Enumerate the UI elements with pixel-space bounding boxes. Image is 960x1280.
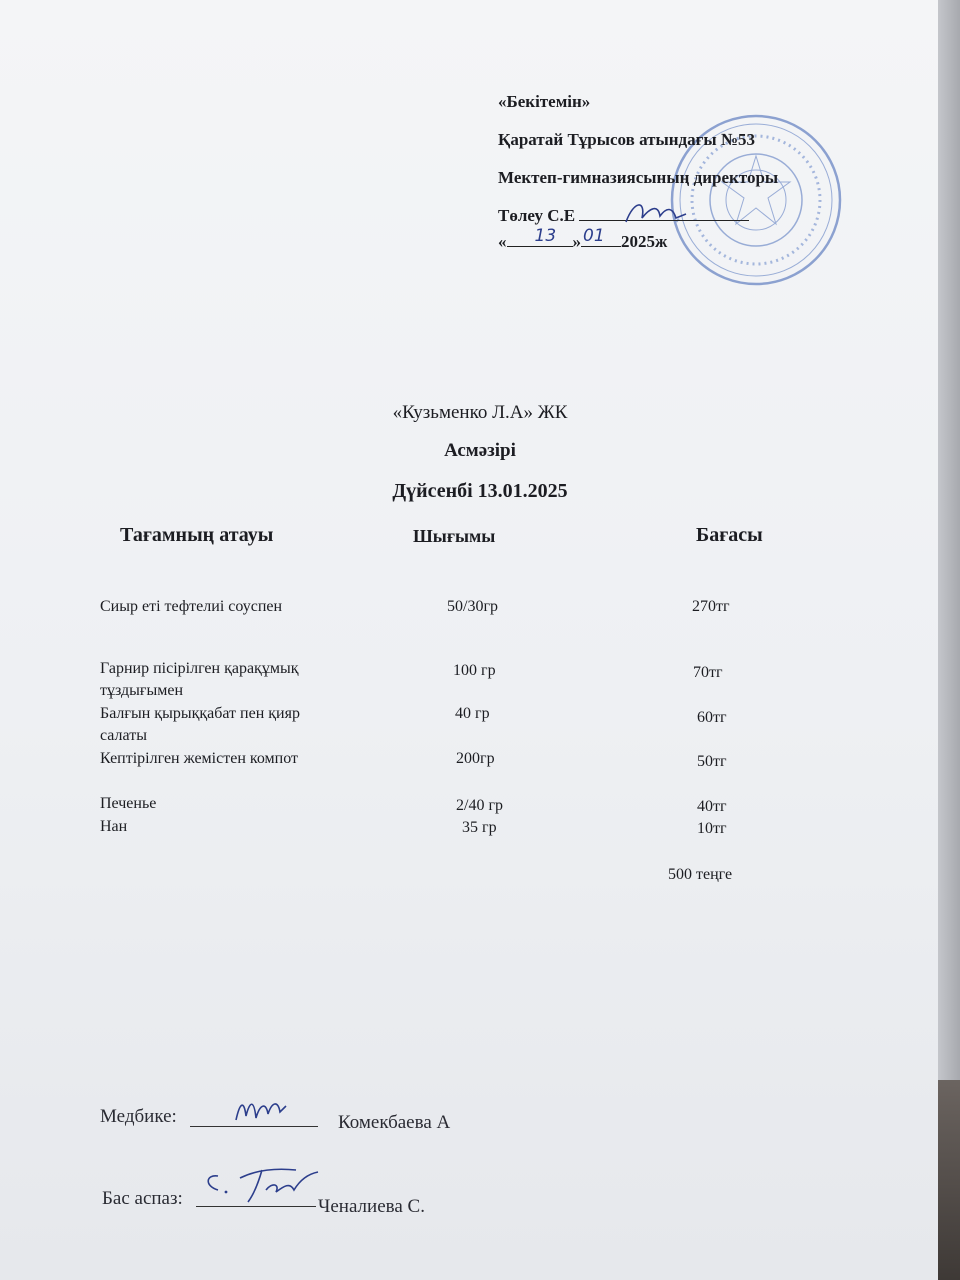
nurse-signature-icon — [232, 1092, 292, 1126]
approval-date — [498, 226, 668, 252]
director-name: Төлеу С.Е — [498, 206, 576, 225]
table-row-6-yield: 35 гр — [462, 819, 497, 836]
school-name-line1: Қаратай Тұрысов атындағы №53 — [498, 130, 755, 149]
table-row-4-name: Кептірілген жемістен компот — [100, 750, 299, 767]
company-name: «Кузьменко Л.А» ЖК — [392, 402, 568, 423]
menu-title: Асмәзірі — [444, 440, 516, 461]
table-row-3-price: 60тг — [697, 709, 727, 726]
table-row-5-yield: 2/40 гр — [456, 797, 504, 814]
table-row-1-name: Сиыр еті тефтелиі соуспен — [100, 598, 283, 615]
table-row-6-name: Нан — [100, 818, 128, 835]
approval-heading: «Бекітемін» — [498, 92, 591, 111]
school-name-line2: Мектеп-гимназиясының директоры — [498, 168, 779, 187]
table-row-1-yield: 50/30гр — [447, 598, 499, 615]
table-row-4-yield: 200гр — [456, 750, 495, 767]
chef-name: Ченалиева С. — [318, 1196, 425, 1217]
date-month: 01 — [583, 226, 605, 246]
director-signature-icon — [620, 196, 690, 230]
nurse-signature-line — [190, 1126, 318, 1127]
date-day: 13 — [534, 226, 557, 246]
table-row-6-price: 10тг — [697, 820, 727, 837]
date-year: 2025ж — [621, 232, 668, 251]
chef-signature-icon — [196, 1160, 326, 1208]
table-row-5-name: Печенье — [100, 795, 157, 812]
table-row-2-price: 70тг — [693, 664, 723, 681]
column-header-yield: Шығымы — [413, 526, 496, 546]
chef-label: Бас аспаз: — [102, 1188, 183, 1209]
nurse-label: Медбике: — [100, 1106, 177, 1127]
menu-day-date: Дүйсенбі 13.01.2025 — [392, 480, 568, 502]
table-row-2-yield: 100 гр — [453, 662, 496, 679]
date-open-quote: « — [498, 232, 507, 251]
date-close-quote: » — [572, 232, 581, 251]
column-header-name: Тағамның атауы — [120, 524, 274, 546]
nurse-name: Комекбаева А — [338, 1112, 451, 1133]
background-shadow — [938, 1080, 960, 1280]
column-header-price: Бағасы — [696, 524, 763, 546]
table-row-5-price: 40тг — [697, 798, 727, 815]
menu-total: 500 теңге — [668, 866, 733, 883]
table-row-2-name: Гарнир пісірілген қарақұмық тұздығымен — [100, 660, 299, 699]
table-row-3-yield: 40 гр — [455, 705, 490, 722]
date-month-line — [581, 226, 621, 247]
table-row-1-price: 270тг — [692, 598, 730, 615]
date-day-line — [507, 226, 573, 247]
table-row-4-price: 50тг — [697, 753, 727, 770]
table-row-3-name: Балғын қырыққабат пен қияр салаты — [100, 705, 300, 744]
